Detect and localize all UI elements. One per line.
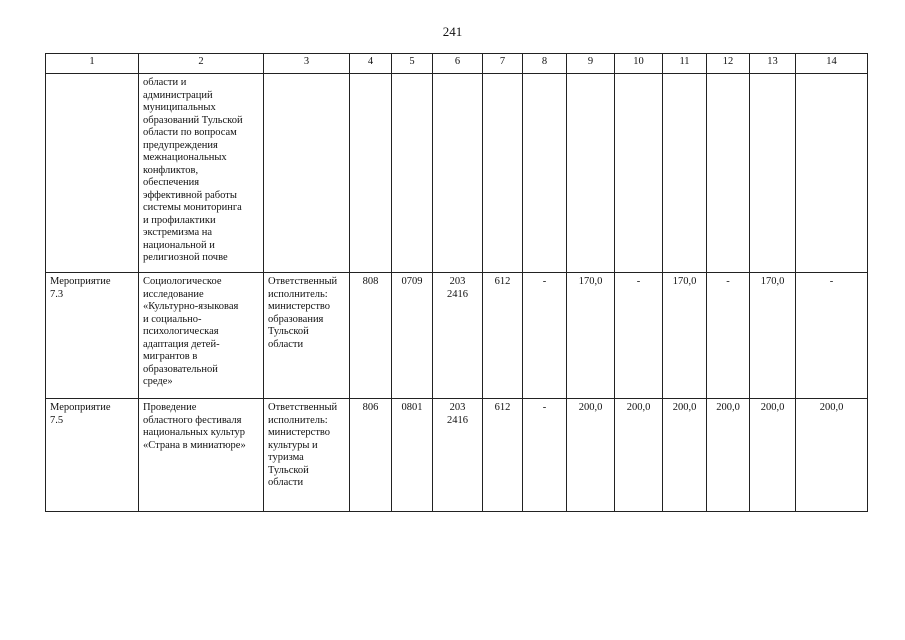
table-row: [46, 273, 868, 399]
table-cell: 170,0: [567, 273, 615, 399]
table-cell: -: [523, 273, 567, 399]
table-cell: 200,0: [663, 399, 707, 512]
table-cell: 170,0: [663, 273, 707, 399]
header-cell: 1: [46, 54, 139, 74]
header-cell: 6: [433, 54, 483, 74]
table-cell: -: [707, 273, 750, 399]
table-cell: [483, 74, 523, 273]
header-cell: 12: [707, 54, 750, 74]
table-cell: 170,0: [750, 273, 796, 399]
table-cell: 612: [483, 273, 523, 399]
event-id-cell: Мероприятие 7.5: [46, 399, 139, 512]
header-cell: 8: [523, 54, 567, 74]
table-cell: 0801: [392, 399, 433, 512]
table-cell: 0709: [392, 273, 433, 399]
table-cell: 806: [350, 399, 392, 512]
header-row: [46, 54, 868, 74]
executor-cell: Ответственный исполнитель: министерство образования Тульской области: [264, 273, 350, 399]
header-cell: 7: [483, 54, 523, 74]
table-cell: 200,0: [707, 399, 750, 512]
executor-cell: [264, 74, 350, 273]
page-number: 241: [442, 24, 463, 39]
table-cell: 200,0: [567, 399, 615, 512]
table-row: [46, 399, 868, 512]
event-id-cell: Мероприятие 7.3: [46, 273, 139, 399]
budget-table: [45, 53, 868, 512]
table-cell: 203 2416: [433, 273, 483, 399]
header-cell: 9: [567, 54, 615, 74]
table-cell: -: [523, 399, 567, 512]
table-cell: [433, 74, 483, 273]
table-cell: [567, 74, 615, 273]
header-cell: 13: [750, 54, 796, 74]
header-cell: 14: [796, 54, 868, 74]
table-cell: [350, 74, 392, 273]
event-description-cell: области и администраций муниципальных образований Тульской области по вопросам предупреждения межнациональных конфликтов, обеспечения эффективной работы системы мониторинга и профилактики экстремизма на национальной и религиозной почве: [139, 74, 264, 273]
table-cell: 200,0: [796, 399, 868, 512]
event-id-cell: [46, 74, 139, 273]
header-cell: 4: [350, 54, 392, 74]
event-description-cell: Социологическое исследование «Культурно-языковая и социально- психологическая адаптация детей- мигрантов в образовательной среде»: [139, 273, 264, 399]
table-cell: [663, 74, 707, 273]
table-cell: 200,0: [750, 399, 796, 512]
table-cell: 808: [350, 273, 392, 399]
table-cell: [750, 74, 796, 273]
table-cell: -: [615, 273, 663, 399]
header-cell: 2: [139, 54, 264, 74]
table-cell: [796, 74, 868, 273]
table-cell: -: [796, 273, 868, 399]
table-cell: 612: [483, 399, 523, 512]
table-cell: [707, 74, 750, 273]
table-cell: [392, 74, 433, 273]
table-cell: 203 2416: [433, 399, 483, 512]
header-cell: 10: [615, 54, 663, 74]
event-description-cell: Проведение областного фестиваля национальных культур «Страна в миниатюре»: [139, 399, 264, 512]
table-row: [46, 74, 868, 273]
table-cell: [523, 74, 567, 273]
table-cell: [615, 74, 663, 273]
executor-cell: Ответственный исполнитель: министерство культуры и туризма Тульской области: [264, 399, 350, 512]
header-cell: 3: [264, 54, 350, 74]
header-cell: 11: [663, 54, 707, 74]
header-cell: 5: [392, 54, 433, 74]
table-cell: 200,0: [615, 399, 663, 512]
